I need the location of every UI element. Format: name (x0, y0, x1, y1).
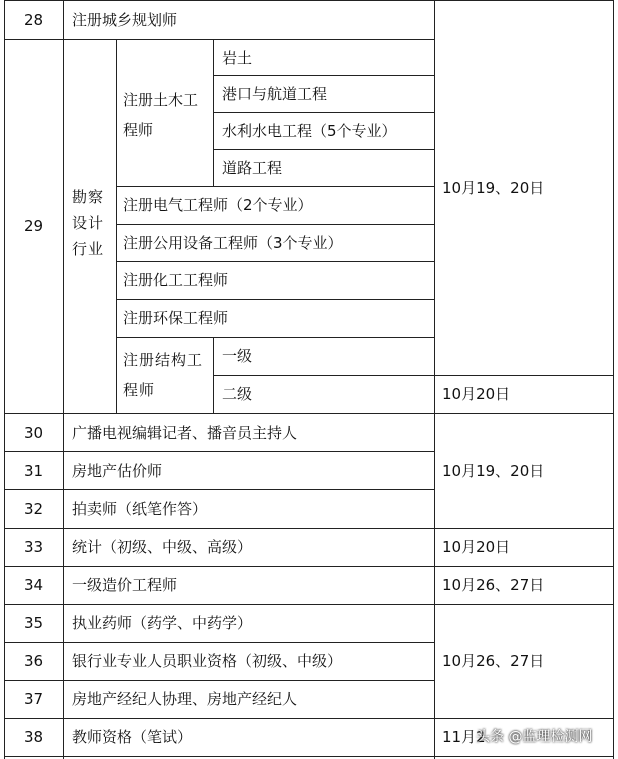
civil-engineer-label: 注册土木工程师 (123, 91, 199, 139)
engineer-category: 注册环保工程师 (123, 309, 229, 327)
row-number: 32 (23, 500, 44, 518)
row-number: 37 (23, 690, 44, 708)
grid-line (213, 112, 435, 113)
exam-date: 10月20日 (442, 538, 511, 556)
grid-line (4, 413, 614, 414)
grid-line (4, 451, 435, 452)
grid-line (213, 375, 613, 376)
group-label: 勘察设计行业 (72, 188, 105, 258)
row-number: 38 (23, 728, 44, 746)
grid-line (4, 0, 5, 759)
exam-date: 10月26、27日 (442, 652, 545, 670)
grid-line (116, 337, 435, 338)
exam-name: 一级造价工程师 (72, 576, 178, 594)
exam-name: 房地产估价师 (72, 462, 163, 480)
row-number: 35 (23, 614, 44, 632)
exam-name: 统计（初级、中级、高级） (72, 538, 253, 556)
exam-name: 注册城乡规划师 (72, 11, 178, 29)
civil-specialty: 岩土 (222, 49, 253, 67)
exam-date: 10月20日 (442, 385, 511, 403)
grid-line (4, 642, 435, 643)
grid-line (116, 224, 435, 225)
grid-line (4, 718, 614, 719)
exam-name: 银行业专业人员职业资格（初级、中级） (72, 652, 343, 670)
exam-date: 10月19、20日 (442, 462, 545, 480)
grid-line (116, 186, 435, 187)
exam-date: 11月2 (442, 728, 486, 746)
watermark: 头条 @监理检测网 (476, 729, 593, 745)
row-number: 34 (23, 576, 44, 594)
grid-line (4, 756, 614, 757)
row-number: 33 (23, 538, 44, 556)
exam-date: 10月19、20日 (442, 179, 545, 197)
row-number: 30 (23, 424, 44, 442)
grid-line (4, 528, 614, 529)
grid-line (4, 0, 614, 1)
row-number: 28 (23, 11, 44, 29)
engineer-category: 注册化工工程师 (123, 271, 229, 289)
civil-specialty: 道路工程 (222, 159, 283, 177)
grid-line (116, 261, 435, 262)
grid-line (613, 0, 614, 759)
exam-name: 房地产经纪人协理、房地产经纪人 (72, 690, 298, 708)
grid-line (116, 299, 435, 300)
grid-line (4, 604, 614, 605)
engineer-category: 注册公用设备工程师（3个专业） (123, 234, 343, 252)
exam-name: 执业药师（药学、中药学） (72, 614, 253, 632)
exam-name: 广播电视编辑记者、播音员主持人 (72, 424, 298, 442)
grid-line (4, 680, 435, 681)
structural-level: 一级 (222, 347, 253, 365)
grid-line (213, 149, 435, 150)
civil-specialty: 港口与航道工程 (222, 85, 328, 103)
grid-line (63, 0, 64, 759)
structural-level: 二级 (222, 385, 253, 403)
grid-line (4, 489, 435, 490)
row-number: 31 (23, 462, 44, 480)
exam-date: 10月26、27日 (442, 576, 545, 594)
exam-name: 拍卖师（纸笔作答） (72, 500, 208, 518)
civil-specialty: 水利水电工程（5个专业） (222, 122, 397, 140)
grid-line (4, 566, 614, 567)
grid-line (4, 39, 435, 40)
exam-name: 教师资格（笔试） (72, 728, 193, 746)
structural-engineer-label: 注册结构工程师 (123, 351, 204, 399)
engineer-category: 注册电气工程师（2个专业） (123, 196, 313, 214)
grid-line (116, 39, 117, 413)
row-number: 29 (23, 217, 44, 235)
row-number: 36 (23, 652, 44, 670)
grid-line (213, 75, 435, 76)
grid-line (434, 0, 435, 759)
